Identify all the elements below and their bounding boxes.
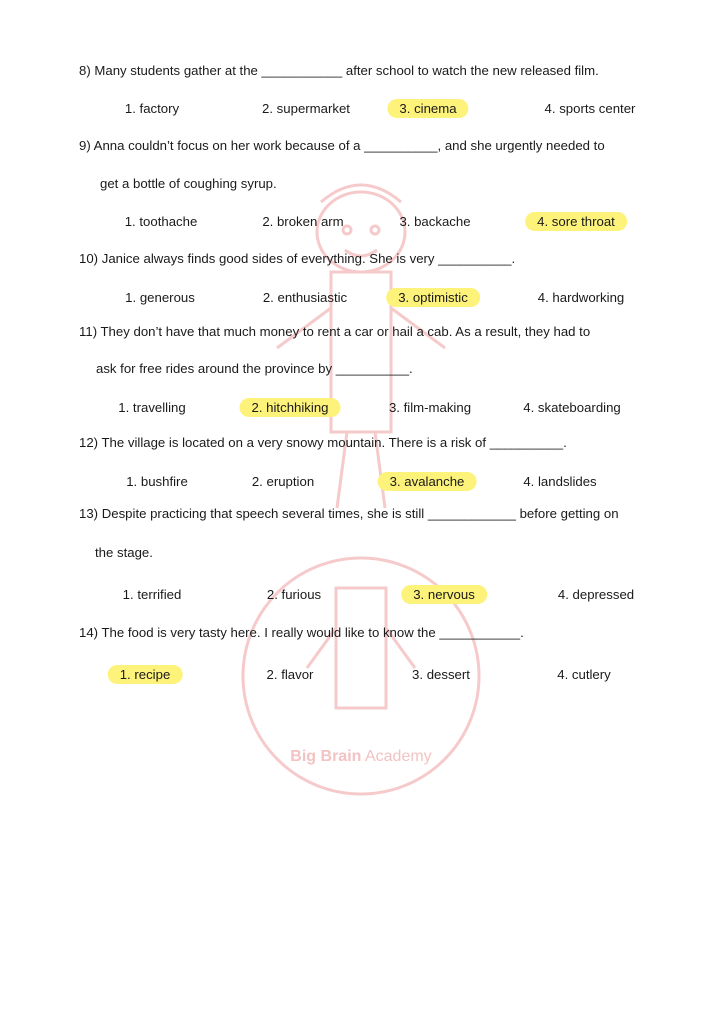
- question-14-option-1-selected[interactable]: 1. recipe: [108, 665, 183, 684]
- question-11-option-2-selected[interactable]: 2. hitchhiking: [240, 398, 341, 417]
- question-9-option-3[interactable]: 3. backache: [399, 214, 471, 229]
- question-10-text: 10) Janice always finds good sides of everything. She is very __________.: [79, 251, 516, 266]
- question-8-option-4[interactable]: 4. sports center: [544, 101, 636, 116]
- question-11-text: 11) They don’t have that much money to rent a car or hail a cab. As a result, they had to: [79, 324, 591, 339]
- question-11-option-3[interactable]: 3. film-making: [388, 400, 472, 415]
- question-8-text: 8) Many students gather at the ___________ after school to watch the new released film.: [79, 63, 599, 78]
- question-10-option-4[interactable]: 4. hardworking: [537, 290, 625, 305]
- question-9-text-cont: get a bottle of coughing syrup.: [100, 176, 277, 191]
- question-14-option-4[interactable]: 4. cutlery: [557, 667, 611, 682]
- question-12-option-2[interactable]: 2. eruption: [251, 474, 315, 489]
- question-8-option-1[interactable]: 1. factory: [124, 101, 180, 116]
- question-10-option-3-selected[interactable]: 3. optimistic: [386, 288, 480, 307]
- question-11-option-1[interactable]: 1. travelling: [118, 400, 186, 415]
- question-12-option-4[interactable]: 4. landslides: [523, 474, 597, 489]
- question-14-option-2[interactable]: 2. flavor: [266, 667, 314, 682]
- question-12-option-1[interactable]: 1. bushfire: [126, 474, 188, 489]
- question-14-text: 14) The food is very tasty here. I really would like to know the ___________.: [79, 625, 524, 640]
- question-13-option-1[interactable]: 1. terrified: [122, 587, 182, 602]
- question-10-option-1[interactable]: 1. generous: [125, 290, 195, 305]
- question-13-option-4[interactable]: 4. depressed: [557, 587, 635, 602]
- question-13-text-cont: the stage.: [95, 545, 153, 560]
- question-13-option-3-selected[interactable]: 3. nervous: [401, 585, 487, 604]
- question-11-text-cont: ask for free rides around the province by __________.: [96, 361, 413, 376]
- question-8-option-2[interactable]: 2. supermarket: [262, 101, 350, 116]
- question-9-option-4-selected[interactable]: 4. sore throat: [525, 212, 627, 231]
- watermark-brand-text: Big Brain Academy: [290, 748, 432, 765]
- question-12-option-3-selected[interactable]: 3. avalanche: [378, 472, 477, 491]
- question-9-text: 9) Anna couldn’t focus on her work because of a __________, and she urgently needed to: [79, 138, 605, 153]
- question-12-text: 12) The village is located on a very snowy mountain. There is a risk of __________.: [79, 435, 567, 450]
- question-14-option-3[interactable]: 3. dessert: [412, 667, 470, 682]
- question-9-option-1[interactable]: 1. toothache: [124, 214, 198, 229]
- question-8-option-3-selected[interactable]: 3. cinema: [387, 99, 468, 118]
- question-13-option-2[interactable]: 2. furious: [266, 587, 322, 602]
- question-9-option-2[interactable]: 2. broken arm: [262, 214, 344, 229]
- question-11-option-4[interactable]: 4. skateboarding: [523, 400, 621, 415]
- question-10-option-2[interactable]: 2. enthusiastic: [262, 290, 348, 305]
- question-13-text: 13) Despite practicing that speech several times, she is still ____________ before getting on: [79, 506, 619, 521]
